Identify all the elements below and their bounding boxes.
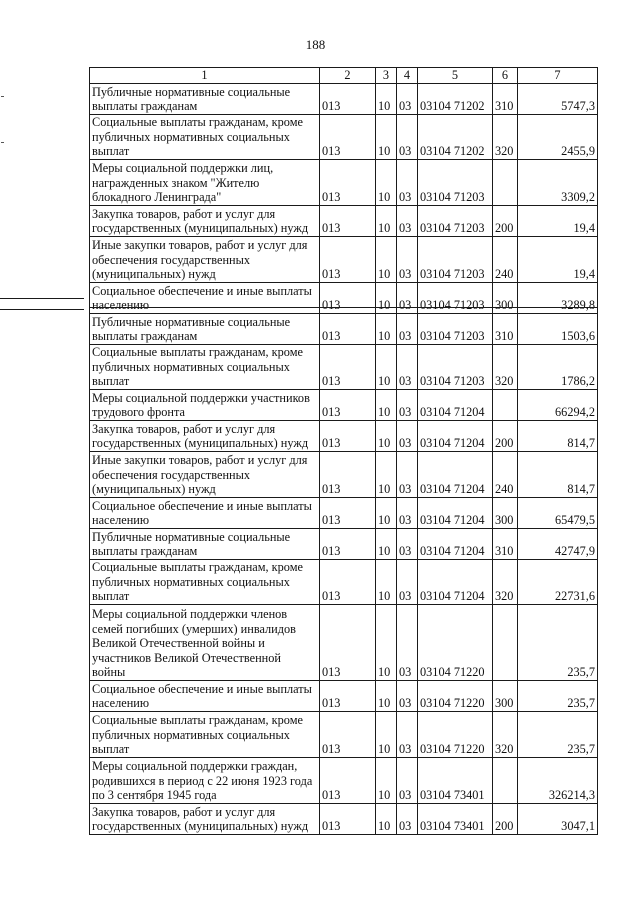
- row-name: Меры социальной поддержки лиц, награжденных знаком "Жителю блокадного Ленинграда": [90, 160, 320, 206]
- code-subsection: 03: [397, 206, 418, 237]
- code-ministry: 013: [320, 452, 376, 498]
- row-name: Социальные выплаты гражданам, кроме публичных нормативных социальных выплат: [90, 345, 320, 390]
- code-target: 03104 71203: [418, 283, 493, 314]
- code-section: 10: [376, 804, 397, 835]
- margin-mark: [1, 142, 4, 143]
- code-target: 03104 71204: [418, 452, 493, 498]
- code-target: 03104 71203: [418, 237, 493, 283]
- code-target: 03104 71202: [418, 115, 493, 160]
- column-header: 6: [493, 68, 518, 84]
- code-section: 10: [376, 237, 397, 283]
- row-name: Социальные выплаты гражданам, кроме публичных нормативных социальных выплат: [90, 115, 320, 160]
- amount: 19,4: [518, 237, 598, 283]
- code-target: 03104 71220: [418, 712, 493, 758]
- row-name: Закупка товаров, работ и услуг для государственных (муниципальных) нужд: [90, 804, 320, 835]
- code-ministry: 013: [320, 314, 376, 345]
- amount: 65479,5: [518, 498, 598, 529]
- amount: 3309,2: [518, 160, 598, 206]
- code-ministry: 013: [320, 115, 376, 160]
- table-row: [90, 237, 598, 283]
- code-target: 03104 71204: [418, 498, 493, 529]
- code-section: 10: [376, 452, 397, 498]
- code-subsection: 03: [397, 560, 418, 605]
- code-subsection: 03: [397, 529, 418, 560]
- code-target: 03104 71203: [418, 314, 493, 345]
- code-section: 10: [376, 529, 397, 560]
- table-row: [90, 421, 598, 452]
- amount: 5747,3: [518, 84, 598, 115]
- code-type: 300: [493, 283, 518, 314]
- code-section: 10: [376, 345, 397, 390]
- amount: 42747,9: [518, 529, 598, 560]
- code-type: 240: [493, 452, 518, 498]
- code-type: 320: [493, 560, 518, 605]
- code-target: 03104 71203: [418, 206, 493, 237]
- table-row: [90, 314, 598, 345]
- amount: 1786,2: [518, 345, 598, 390]
- code-section: 10: [376, 758, 397, 804]
- column-header: 3: [376, 68, 397, 84]
- code-ministry: 013: [320, 345, 376, 390]
- row-name: Социальные выплаты гражданам, кроме публичных нормативных социальных выплат: [90, 560, 320, 605]
- amount: 814,7: [518, 452, 598, 498]
- code-ministry: 013: [320, 237, 376, 283]
- amount: 814,7: [518, 421, 598, 452]
- table-row: [90, 605, 598, 681]
- code-section: 10: [376, 498, 397, 529]
- code-type: 310: [493, 529, 518, 560]
- row-name: Закупка товаров, работ и услуг для государственных (муниципальных) нужд: [90, 206, 320, 237]
- table-row: [90, 345, 598, 390]
- amount: 235,7: [518, 681, 598, 712]
- code-section: 10: [376, 314, 397, 345]
- row-name: Иные закупки товаров, работ и услуг для обеспечения государственных (муниципальных) нужд: [90, 452, 320, 498]
- margin-mark: [1, 96, 4, 97]
- margin-rule: [0, 298, 84, 299]
- table-row: [90, 758, 598, 804]
- code-target: 03104 71203: [418, 160, 493, 206]
- code-target: 03104 71204: [418, 560, 493, 605]
- code-subsection: 03: [397, 160, 418, 206]
- amount: 3047,1: [518, 804, 598, 835]
- amount: 3289,8: [518, 283, 598, 314]
- code-subsection: 03: [397, 712, 418, 758]
- table-row: [90, 206, 598, 237]
- code-subsection: 03: [397, 237, 418, 283]
- code-ministry: 013: [320, 390, 376, 421]
- code-ministry: 013: [320, 560, 376, 605]
- table-row: [90, 498, 598, 529]
- code-target: 03104 71220: [418, 681, 493, 712]
- code-subsection: 03: [397, 804, 418, 835]
- code-subsection: 03: [397, 84, 418, 115]
- code-section: 10: [376, 84, 397, 115]
- code-section: 10: [376, 206, 397, 237]
- row-name: Меры социальной поддержки членов семей погибших (умерших) инвалидов Великой Отечественной войны и участников Великой Отечественной войны: [90, 605, 320, 681]
- code-subsection: 03: [397, 681, 418, 712]
- code-ministry: 013: [320, 160, 376, 206]
- code-section: 10: [376, 115, 397, 160]
- row-name: Публичные нормативные социальные выплаты гражданам: [90, 84, 320, 115]
- code-type: 300: [493, 498, 518, 529]
- row-name: Иные закупки товаров, работ и услуг для обеспечения государственных (муниципальных) нужд: [90, 237, 320, 283]
- code-type: 300: [493, 681, 518, 712]
- code-subsection: 03: [397, 605, 418, 681]
- amount: 235,7: [518, 712, 598, 758]
- code-ministry: 013: [320, 804, 376, 835]
- table-row: [90, 529, 598, 560]
- column-header: 5: [418, 68, 493, 84]
- code-ministry: 013: [320, 681, 376, 712]
- code-subsection: 03: [397, 115, 418, 160]
- table-row: [90, 452, 598, 498]
- table-row: [90, 84, 598, 115]
- code-subsection: 03: [397, 758, 418, 804]
- code-section: 10: [376, 160, 397, 206]
- amount: 1503,6: [518, 314, 598, 345]
- code-subsection: 03: [397, 390, 418, 421]
- amount: 66294,2: [518, 390, 598, 421]
- row-name: Публичные нормативные социальные выплаты гражданам: [90, 314, 320, 345]
- code-target: 03104 73401: [418, 804, 493, 835]
- code-subsection: 03: [397, 498, 418, 529]
- table-row: [90, 681, 598, 712]
- code-section: 10: [376, 605, 397, 681]
- row-name: Социальное обеспечение и иные выплаты населению: [90, 681, 320, 712]
- column-header: 4: [397, 68, 418, 84]
- code-ministry: 013: [320, 712, 376, 758]
- table-row: [90, 804, 598, 835]
- table-row: [90, 160, 598, 206]
- code-type: [493, 758, 518, 804]
- code-subsection: 03: [397, 452, 418, 498]
- row-name: Закупка товаров, работ и услуг для государственных (муниципальных) нужд: [90, 421, 320, 452]
- code-ministry: 013: [320, 283, 376, 314]
- code-type: 320: [493, 712, 518, 758]
- amount: 326214,3: [518, 758, 598, 804]
- code-section: 10: [376, 390, 397, 421]
- table-row: [90, 283, 598, 314]
- code-type: 320: [493, 115, 518, 160]
- code-ministry: 013: [320, 206, 376, 237]
- code-type: 200: [493, 421, 518, 452]
- code-target: 03104 71203: [418, 345, 493, 390]
- code-ministry: 013: [320, 605, 376, 681]
- code-ministry: 013: [320, 758, 376, 804]
- code-type: [493, 390, 518, 421]
- code-section: 10: [376, 421, 397, 452]
- code-target: 03104 71220: [418, 605, 493, 681]
- code-ministry: 013: [320, 421, 376, 452]
- code-section: 10: [376, 283, 397, 314]
- code-ministry: 013: [320, 529, 376, 560]
- code-section: 10: [376, 712, 397, 758]
- code-subsection: 03: [397, 421, 418, 452]
- code-type: [493, 605, 518, 681]
- code-ministry: 013: [320, 498, 376, 529]
- code-target: 03104 73401: [418, 758, 493, 804]
- code-subsection: 03: [397, 345, 418, 390]
- code-section: 10: [376, 681, 397, 712]
- code-type: 320: [493, 345, 518, 390]
- code-target: 03104 71204: [418, 390, 493, 421]
- code-subsection: 03: [397, 314, 418, 345]
- margin-rule: [0, 309, 84, 310]
- row-name: Публичные нормативные социальные выплаты гражданам: [90, 529, 320, 560]
- code-type: [493, 160, 518, 206]
- amount: 2455,9: [518, 115, 598, 160]
- code-target: 03104 71204: [418, 529, 493, 560]
- code-section: 10: [376, 560, 397, 605]
- table-row: [90, 115, 598, 160]
- code-subsection: 03: [397, 283, 418, 314]
- code-type: 240: [493, 237, 518, 283]
- table-header-row: [90, 68, 598, 84]
- table-row: [90, 560, 598, 605]
- row-name: Меры социальной поддержки участников трудового фронта: [90, 390, 320, 421]
- row-name: Социальное обеспечение и иные выплаты населению: [90, 283, 320, 314]
- amount: 19,4: [518, 206, 598, 237]
- amount: 235,7: [518, 605, 598, 681]
- column-header: 2: [320, 68, 376, 84]
- row-name: Социальные выплаты гражданам, кроме публичных нормативных социальных выплат: [90, 712, 320, 758]
- table-row: [90, 390, 598, 421]
- column-header: 7: [518, 68, 598, 84]
- row-name: Меры социальной поддержки граждан, родившихся в период с 22 июня 1923 года по 3 сентября 1945 года: [90, 758, 320, 804]
- code-type: 310: [493, 314, 518, 345]
- code-type: 310: [493, 84, 518, 115]
- code-target: 03104 71202: [418, 84, 493, 115]
- column-header: 1: [90, 68, 320, 84]
- code-type: 200: [493, 206, 518, 237]
- row-name: Социальное обеспечение и иные выплаты населению: [90, 498, 320, 529]
- code-ministry: 013: [320, 84, 376, 115]
- page-number: 188: [305, 37, 326, 52]
- amount: 22731,6: [518, 560, 598, 605]
- code-type: 200: [493, 804, 518, 835]
- table-row: [90, 712, 598, 758]
- code-target: 03104 71204: [418, 421, 493, 452]
- budget-table: [89, 67, 598, 835]
